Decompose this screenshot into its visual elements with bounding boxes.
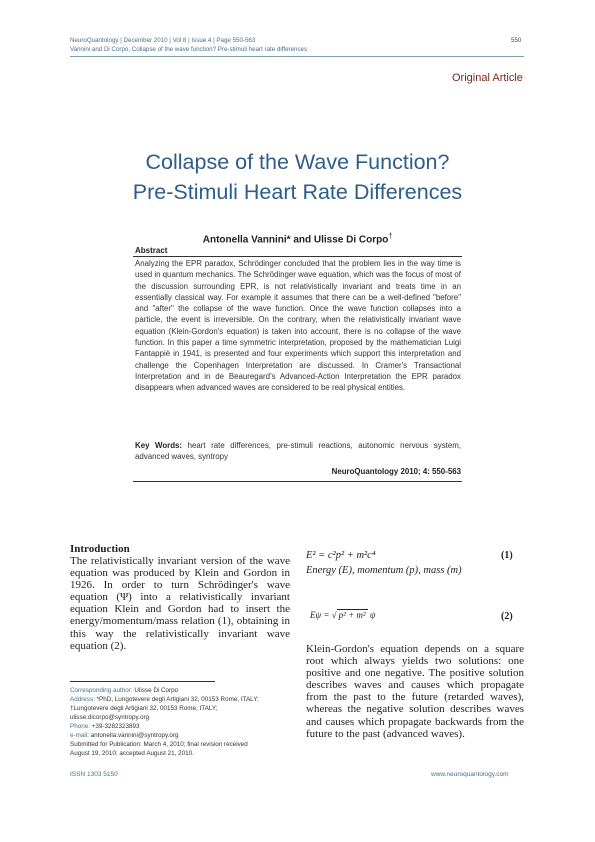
keywords-text: heart rate differences, pre-stimuli reactions, autonomic nervous system, advanced waves, syntropy (135, 441, 461, 462)
klein-gordon-paragraph: Klein-Gordon's equation depends on a square root which always yields two solutions: one positive and one negative. The positive solution describes waves and causes which propagate from the past to the future (retarded waves), whereas the negative solution describes waves and causes which propagate backwards from the future to the past (advanced waves). (306, 643, 524, 740)
abstract-text: Analyzing the EPR paradox, Schrödinger concluded that the problem lies in the way time is used in quantum mechanics. The Schrödinger wave equation, which was the focus of most of the discussion surrounding EPR, is not relativistically invariant and treats time in an essentially classical way. For example it assumes that there can be a well-defined "before" and "after" the collapse of the wave function. Once the wave function collapses into a particle, the event is irreversible. On the contrary, when the relativistically invariant wave equation (Klein-Gordon's equation) is taken into account, there is no collapse of the wave function. In this paper a time symmetric interpretation, proposed by the mathematician Luigi Fantappiè in 1941, is presented and four experiments which support this interpretation and challenge the Copenhagen Interpretation are discussed. In Cramer's Transactional Interpretation and in de Beauregard's Advanced-Action Interpretation the EPR paradox disappears when advanced waves are considered to be real physical entities. (135, 259, 461, 393)
equation-1-number: (1) (501, 550, 513, 561)
article-title-line-2: Pre-Stimuli Heart Rate Differences (132, 180, 463, 204)
keywords (135, 440, 461, 463)
article-title-line-1: Collapse of the Wave Function? (145, 150, 450, 174)
equation-2-right: ψ (369, 610, 376, 620)
sqrt-icon: √ (331, 610, 337, 620)
header-rule (70, 56, 524, 57)
corresponding-name: Ulisse Di Corpo (132, 687, 179, 694)
footnote-address-1 (70, 696, 320, 705)
introduction-heading: Introduction (70, 543, 130, 555)
equation-2-number: (2) (501, 611, 513, 622)
footnote-corresponding (70, 687, 320, 696)
citation-rule (133, 481, 462, 482)
author-mark: † (388, 233, 393, 240)
abstract-heading: Abstract (135, 246, 168, 255)
equation-2-radicand: p² + m² (338, 610, 366, 620)
footnote-email-1[interactable]: ulisse.dicorpo@syntropy.org (70, 714, 150, 721)
section-label: Original Article (452, 72, 523, 84)
keywords-label: Key Words: (135, 441, 183, 450)
equation-2-left: Eψ = (310, 610, 330, 620)
equation-1-legend: Energy (E), momentum (p), mass (m) (306, 565, 462, 576)
equation-2 (310, 609, 375, 620)
introduction-paragraph: The relativistically invariant version of the wave equation was produced by Klein and Gordon in 1926. In order to turn Schrödinger's wave equation (Ψ) into a relativistically invariant equation Klein and Gordon had to insert the energy/momentum/mass relation (1), obtaining in this way the relativistically invariant wave equation (2). (70, 555, 290, 652)
email-label: e-mail: (70, 732, 89, 739)
footer-url[interactable]: www.neuroquantology.com (431, 771, 509, 778)
address-label: Address: (70, 696, 95, 703)
footnote-phone (70, 723, 320, 732)
author-names: Antonella Vannini* and Ulisse Di Corpo (202, 234, 389, 246)
footnote-address-2: †Lungotevere degli Artigiani 32, 00153 Rome, ITALY; (70, 705, 218, 712)
running-title: Vannini and Di Corpo, Collapse of the wave function? Pre-stimuli heart rate differences (70, 46, 308, 53)
email-address[interactable]: antonella.vannini@syntropy.org (88, 732, 179, 739)
equation-1: E² = c²p² + m²c⁴ (306, 550, 376, 561)
abstract-rule (133, 256, 462, 257)
phone-label: Phone: (70, 723, 90, 730)
corresponding-label: Corresponding author: (70, 687, 133, 694)
phone-number: +39-3282323893 (89, 723, 140, 730)
footnote-submitted: Submitted for Publication: March 4, 2010; final revision received (70, 741, 248, 748)
footnote-rule (70, 681, 215, 682)
journal-info-line: NeuroQuantology | December 2010 | Vol 8 | Issue 4 | Page 550-563 (70, 37, 256, 44)
address-1: *PhD, Lungotevere degli Artigiani 32, 00153 Rome, ITALY; (94, 696, 259, 703)
journal-citation: NeuroQuantology 2010; 4: 550-563 (331, 467, 461, 476)
page-number: 550 (511, 37, 522, 44)
footer-issn: ISSN 1303 5150 (70, 771, 118, 778)
footnote-email-2[interactable] (70, 732, 320, 741)
author-list (0, 233, 595, 245)
footnote-revised: August 19, 2010; accepted August 21, 2010. (70, 750, 194, 757)
